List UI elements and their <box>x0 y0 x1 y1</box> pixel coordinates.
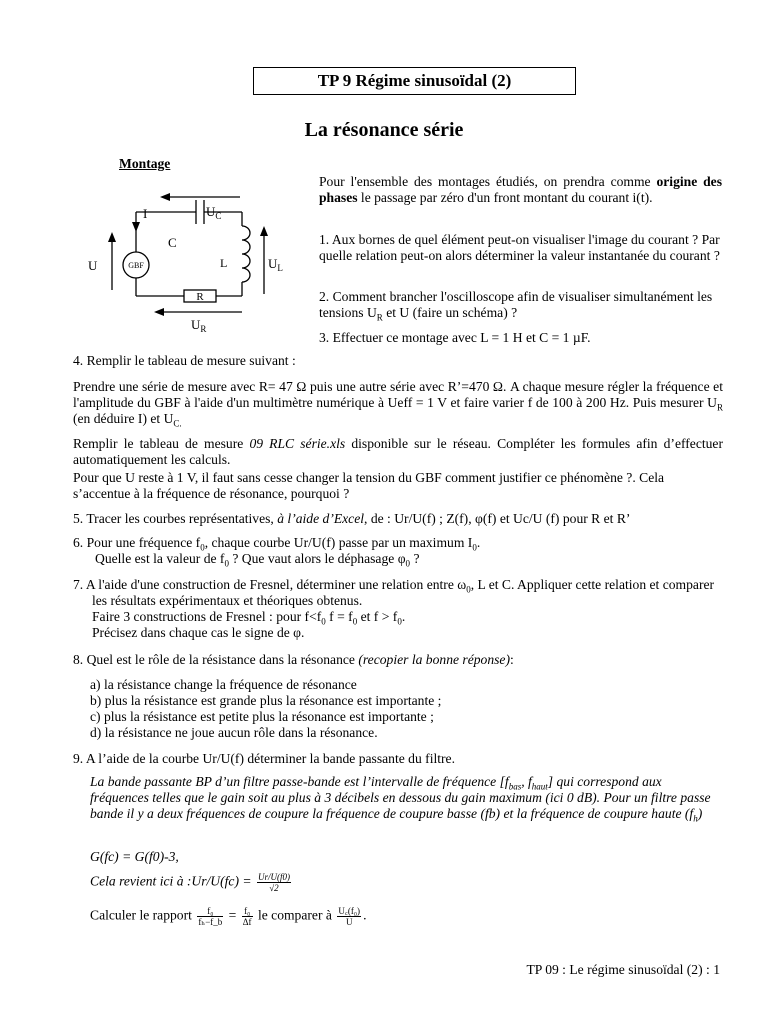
question-9: 9. A l’aide de la courbe Ur/U(f) déterminer la bande passante du filtre. <box>73 751 455 766</box>
current-arrowhead <box>132 222 140 232</box>
page-footer: TP 09 : Le régime sinusoïdal (2) : 1 <box>526 962 720 977</box>
fraction-uc-over-u: $\frac{\text{U꜀(f₀)}}{U}$ <box>338 906 361 927</box>
q9-equation-1: G(fc) = G(f0)-3, <box>90 849 179 864</box>
label-ur: $U_R$ <box>191 317 207 334</box>
label-gbf: GBF <box>128 261 144 270</box>
question-4: 4. Remplir le tableau de mesure suivant : <box>73 353 296 368</box>
fraction-ur-over-sqrt2: $\frac{Ur/U(f0)}{√2}$ <box>257 872 290 893</box>
q8-option: c) plus la résistance est petite plus la résonance est importante ; <box>90 709 434 724</box>
label-l: L <box>220 256 228 270</box>
label-i: I <box>143 206 148 221</box>
question-2: 2. Comment brancher l'oscilloscope afin de visualiser simultanément les tensions $U_R$ et U (faire un schéma) ? <box>319 289 713 323</box>
question-8: 8. Quel est le rôle de la résistance dans la résonance (recopier la bonne réponse): <box>73 652 514 667</box>
q8-options-list <box>73 677 723 741</box>
tp-title: TP 9 Régime sinusoïdal (2) <box>253 67 576 95</box>
uc-arrowhead <box>160 193 170 201</box>
q9-calculation: Calculer le rapport $\frac{\text{f₀}}{\text{fₕ−f\_b}}$ = $\frac{\text{f₀}}{\Delta f}$ le comparer à $\frac{\text{U꜀(f₀)}}{U}$ . <box>90 906 367 927</box>
question-3: 3. Effectuer ce montage avec L = 1 H et C = 1 µF. <box>319 330 591 345</box>
montage-heading: Montage <box>119 156 171 171</box>
q8-option: d) la résistance ne joue aucun rôle dans la résonance. <box>90 725 378 740</box>
q9-equation-2: Cela revient ici à :Ur/U(fc) = $\frac{Ur/U(f0)}{√2}$ <box>90 872 290 893</box>
label-uc: $U_C$ <box>206 204 222 221</box>
q9-definition: La bande passante BP d’un filtre passe-bande est l’intervalle de fréquence [$f_{bas}$, $f_{haut}$] qui correspond aux fréquences telles que le gain soit au plus à 3 décibels en dessous du gain maximum (ici 0 dB). Pour un filtre passe bande il y a deux fréquences de coupure la fréquence de coupure basse (fb) et la fréquence de coupure haute $(f_h)$ <box>90 774 711 824</box>
label-r: R <box>196 291 204 303</box>
fraction-f0-bandwidth: $\frac{\text{f₀}}{\text{fₕ−f\_b}}$ <box>198 906 223 927</box>
question-5: 5. Tracer les courbes représentatives, à l’aide d’Excel, de : Ur/U(f) ; Z(f), φ(f) et Uc/U (f) pour R et R’ <box>73 511 631 526</box>
intro-paragraph: Pour l'ensemble des montages étudiés, on prendra comme origine des phases le passage par zéro d'un front montant du courant i(t). <box>319 174 722 205</box>
inductor-coil <box>242 226 250 282</box>
ur-arrowhead <box>154 308 164 316</box>
q4-paragraph-2: Remplir le tableau de mesure 09 RLC série.xls disponible sur le réseau. Compléter les formules afin d’effectuer automatiquement les calculs. <box>73 436 723 467</box>
u-arrowhead <box>108 232 116 242</box>
label-c: C <box>168 235 177 250</box>
ul-arrowhead <box>260 226 268 236</box>
q4-paragraph-3: Pour que U reste à 1 V, il faut sans cesse changer la tension du GBF comment justifier ce phénomène ?. Cela s’accentue à la fréquence de résonance, pourquoi ? <box>73 470 665 501</box>
q8-option: b) plus la résistance est grande plus la résonance est importante ; <box>90 693 442 708</box>
question-1: 1. Aux bornes de quel élément peut-on visualiser l'image du courant ? Par quelle relation peut-on alors déterminer la valeur instantanée du courant ? <box>319 232 720 263</box>
question-7: 7. A l'aide d'une construction de Fresnel, déterminer une relation entre $\omega_0$, L et C. Appliquer cette relation et comparer les résultats expérimentaux et théoriques obtenus. Faire 3 constructions de Fresnel : pour $f<f_0$ $f = f_0$ et $f > f_0$. Précisez dans chaque cas le signe de φ. <box>73 577 715 640</box>
label-ul: $U_L$ <box>268 256 283 273</box>
question-6: 6. Pour une fréquence $f_0$, chaque courbe Ur/U(f) passe par un maximum $I_0$. Quelle est la valeur de $f_0$ ? Que vaut alors le déphasage $\varphi_0$ ? <box>73 535 481 569</box>
page-subtitle: La résonance série <box>304 119 464 141</box>
label-u: U <box>88 258 98 273</box>
q8-option: a) la résistance change la fréquence de résonance <box>90 677 357 692</box>
rlc-circuit-diagram <box>80 185 310 335</box>
q4-paragraph-1: Prendre une série de mesure avec R= 47 Ω puis une autre série avec R’=470 Ω. A chaque mesure régler la fréquence et l'amplitude du GBF à l'aide d'un multimètre numérique à Ueff = 1 V et faire varier f de 100 à 200 Hz. Puis mesurer $U_R$ (en déduire I) et $U_{C.}$ <box>73 379 723 429</box>
fraction-f0-delta-f: $\frac{\text{f₀}}{\Delta f}$ <box>242 906 252 927</box>
